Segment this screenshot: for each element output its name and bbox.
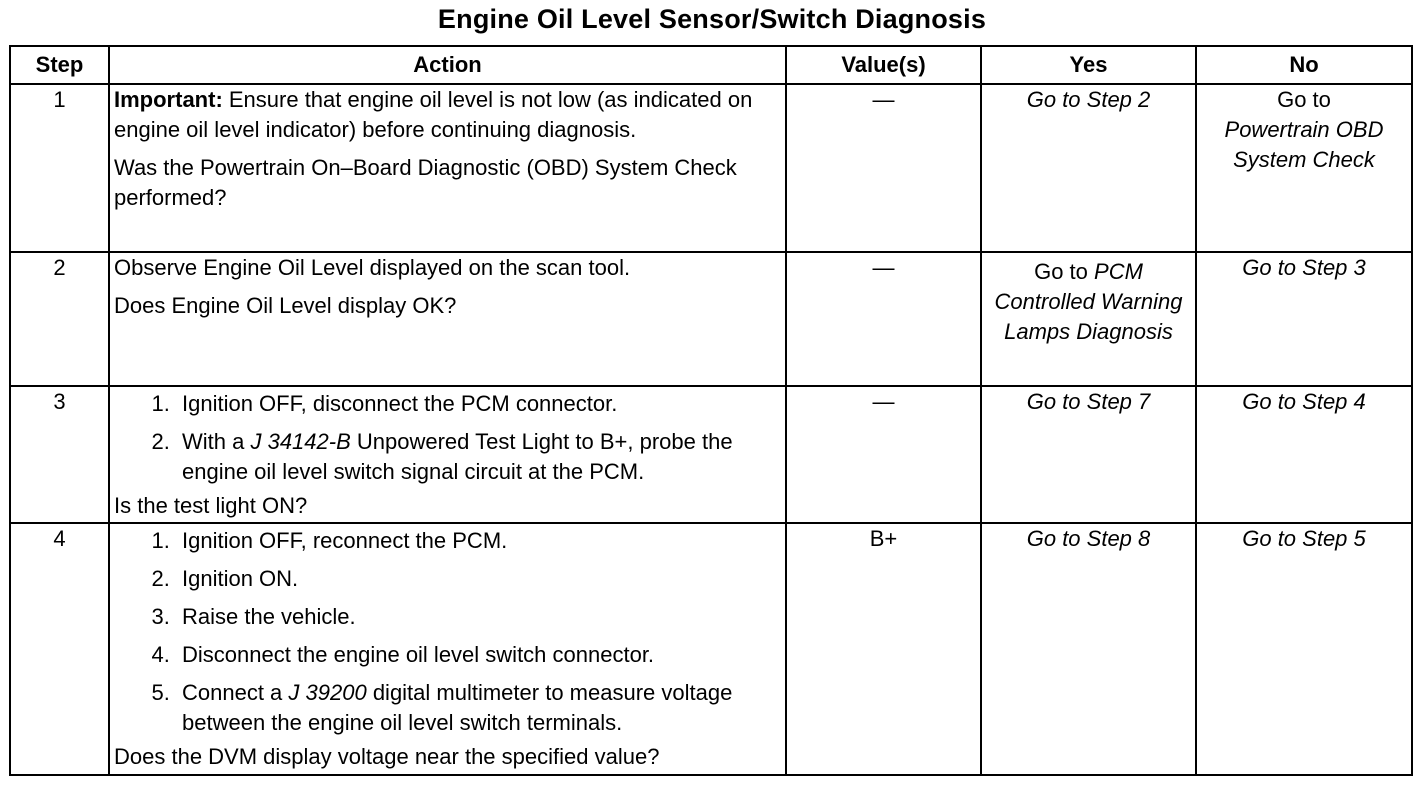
document-title: Engine Oil Level Sensor/Switch Diagnosis bbox=[437, 4, 987, 34]
important-note bbox=[114, 85, 781, 145]
table-row bbox=[10, 252, 1412, 386]
yes-cell bbox=[981, 523, 1196, 775]
list-item: 4. Disconnect the engine oil level switch connector. bbox=[176, 640, 781, 670]
yes-goto-link[interactable]: PCM Controlled Warning Lamps Diagnosis bbox=[994, 259, 1183, 344]
no-cell bbox=[1196, 386, 1412, 523]
yes-cell bbox=[981, 386, 1196, 523]
table-row bbox=[10, 523, 1412, 775]
list-item: 3. Raise the vehicle. bbox=[176, 602, 781, 632]
step-number: 2 bbox=[10, 252, 109, 386]
yes-goto-link[interactable]: Go to Step 8 bbox=[1026, 526, 1151, 551]
action-cell bbox=[109, 84, 786, 252]
step-number: 1 bbox=[10, 84, 109, 252]
no-cell bbox=[1196, 523, 1412, 775]
no-cell bbox=[1196, 84, 1412, 252]
value-cell bbox=[786, 386, 981, 523]
yes-goto-link[interactable]: Go to Step 7 bbox=[1026, 389, 1151, 414]
yes-cell bbox=[981, 84, 1196, 252]
header-action: Action bbox=[109, 46, 786, 84]
header-step: Step bbox=[10, 46, 109, 84]
table-row bbox=[10, 84, 1412, 252]
action-question: Was the Powertrain On–Board Diagnostic (OBD) System Check performed? bbox=[114, 155, 737, 210]
list-item: 2. With a J 34142-B Unpowered Test Light to B+, probe the engine oil level switch signal circuit at the PCM. bbox=[176, 427, 781, 487]
header-yes: Yes bbox=[981, 46, 1196, 84]
header-no: No bbox=[1196, 46, 1412, 84]
value-dash: — bbox=[872, 255, 895, 280]
value-dash: — bbox=[872, 87, 895, 112]
no-goto-link[interactable]: Go to Step 4 bbox=[1242, 389, 1366, 414]
action-cell bbox=[109, 252, 786, 386]
action-cell bbox=[109, 386, 786, 523]
action-line: Observe Engine Oil Level displayed on the scan tool. bbox=[114, 255, 631, 280]
no-cell bbox=[1196, 252, 1412, 386]
step-number: 4 bbox=[10, 523, 109, 775]
list-item: 1. Ignition OFF, reconnect the PCM. bbox=[176, 526, 781, 556]
value-dash: — bbox=[872, 389, 895, 414]
no-goto-link[interactable]: Go to Step 5 bbox=[1242, 526, 1366, 551]
action-question: Is the test light ON? bbox=[114, 493, 308, 518]
important-text: Ensure that engine oil level is not low (as indicated on engine oil level indicator) before continuing diagnosis. bbox=[114, 87, 753, 142]
no-goto-link[interactable]: Go to Step 3 bbox=[1242, 255, 1366, 280]
tool-reference: J 34142-B bbox=[250, 429, 351, 454]
table-row bbox=[10, 386, 1412, 523]
important-label: Important: bbox=[114, 87, 223, 112]
action-question: Does Engine Oil Level display OK? bbox=[114, 293, 457, 318]
tool-reference: J 39200 bbox=[288, 680, 367, 705]
list-item: 2. Ignition ON. bbox=[176, 564, 781, 594]
step-number: 3 bbox=[10, 386, 109, 523]
value-text: B+ bbox=[869, 526, 898, 551]
yes-goto-link[interactable]: Go to Step 2 bbox=[1026, 87, 1151, 112]
action-steps bbox=[114, 389, 781, 487]
header-row bbox=[10, 46, 1412, 84]
list-item: 1. Ignition OFF, disconnect the PCM connector. bbox=[176, 389, 781, 419]
diagnosis-table bbox=[9, 45, 1413, 776]
action-steps bbox=[114, 526, 781, 738]
value-cell bbox=[786, 523, 981, 775]
value-cell bbox=[786, 252, 981, 386]
yes-goto-prefix: Go to bbox=[1034, 259, 1095, 284]
value-cell bbox=[786, 84, 981, 252]
action-cell bbox=[109, 523, 786, 775]
no-goto-prefix: Go to bbox=[1277, 87, 1331, 112]
yes-cell bbox=[981, 252, 1196, 386]
list-item: 5. Connect a J 39200 digital multimeter to measure voltage between the engine oil level switch terminals. bbox=[176, 678, 781, 738]
action-question: Does the DVM display voltage near the specified value? bbox=[114, 744, 660, 769]
header-values: Value(s) bbox=[786, 46, 981, 84]
no-goto-link[interactable]: Powertrain OBD System Check bbox=[1224, 117, 1384, 172]
